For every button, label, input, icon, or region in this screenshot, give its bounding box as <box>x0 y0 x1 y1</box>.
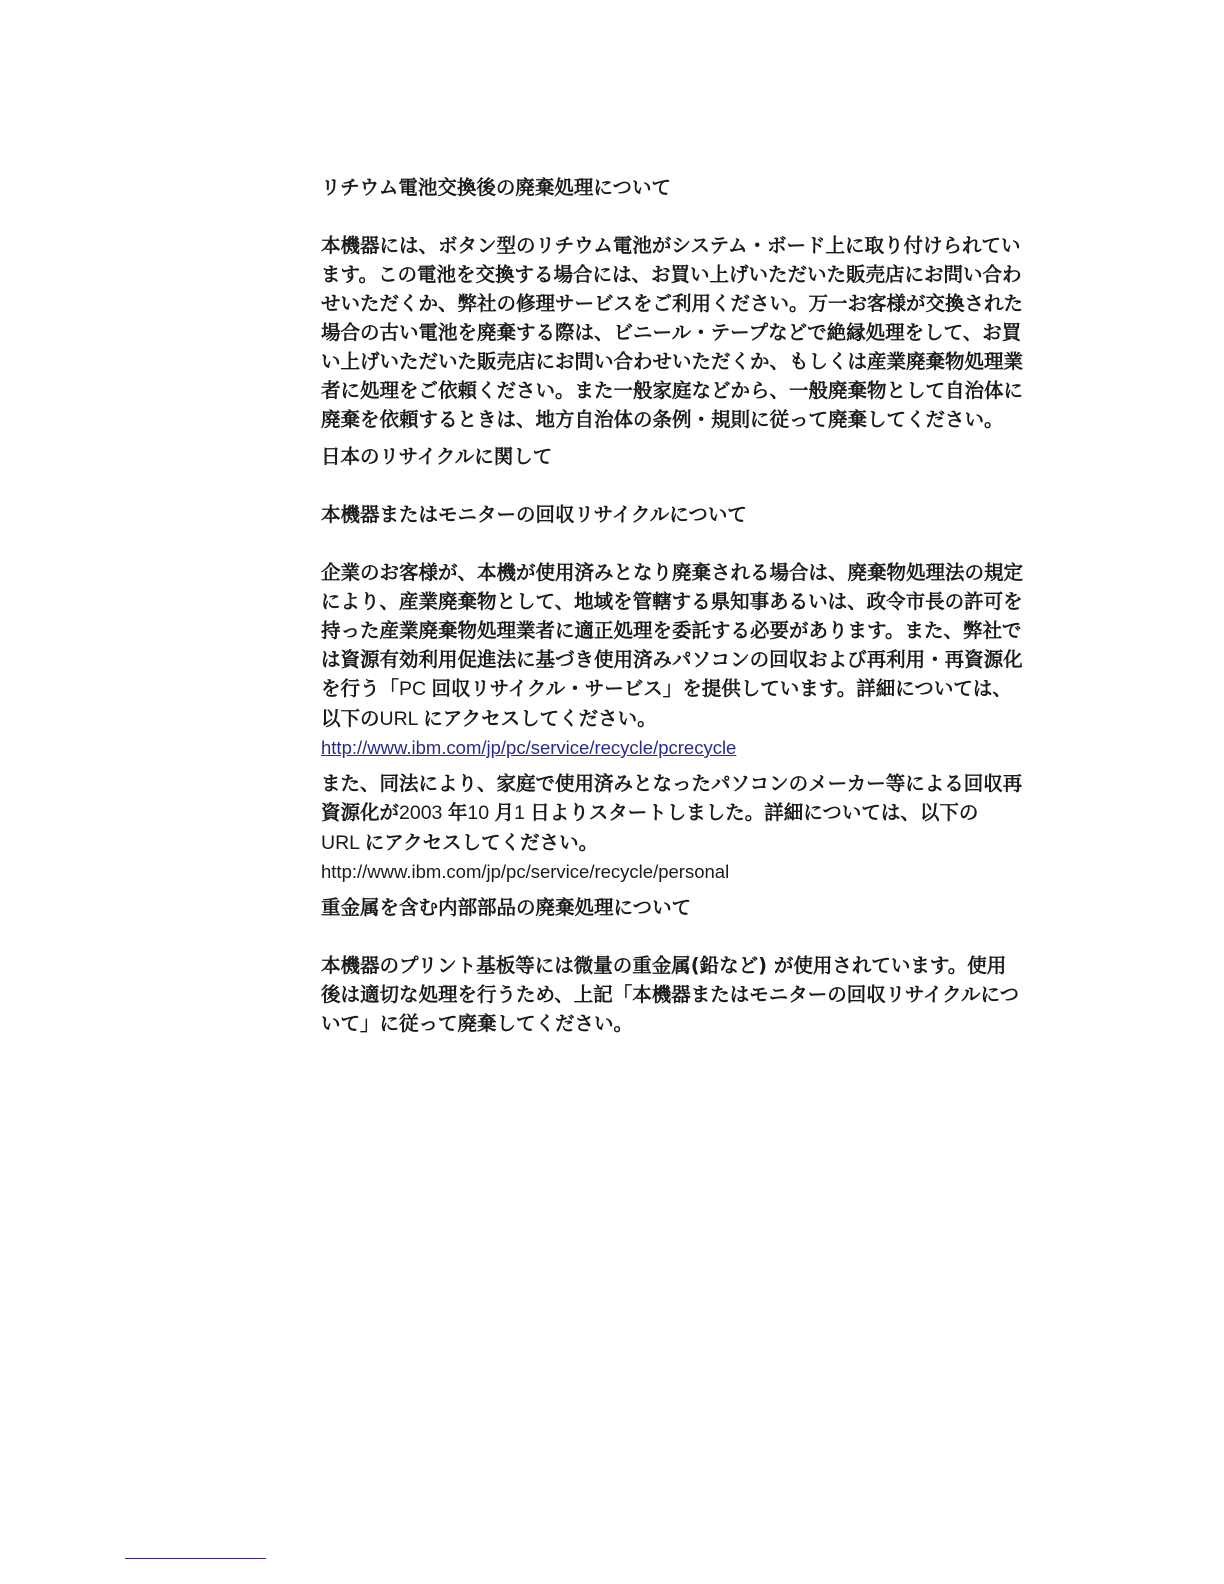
text-fragment: 10 <box>467 802 495 824</box>
text-line: せいただくか、弊社の修理サービスをご利用ください。万一お客様が交換された <box>321 292 1024 315</box>
text-fragment: 回収リサイクル・サービス」を提供しています。詳細については、 <box>431 677 1012 700</box>
text-line: 後は適切な処理を行うため、上記「本機器またはモニターの回収リサイクルにつ <box>321 983 1020 1006</box>
text-fragment: 月 <box>494 801 514 824</box>
text-fragment: 資源化が <box>321 801 400 824</box>
text-fragment: にアクセスしてください。 <box>423 707 657 730</box>
text-line: 持った産業廃棄物処理業者に適正処理を委託する必要があります。また、弊社で <box>321 619 1022 642</box>
text-line: は資源有効利用促進法に基づき使用済みパソコンの回収および再利用・再資源化 <box>321 648 1023 671</box>
paragraph-monitor-recycle <box>321 558 1071 734</box>
text-fragment: にアクセスしてください。 <box>364 831 599 854</box>
text-line: ます。この電池を交換する場合には、お買い上げいただいた販売店にお問い合わ <box>321 263 1022 286</box>
heading-lithium-battery: リチウム電池交換後の廃棄処理について <box>321 176 672 199</box>
heading-recycle-japan: 日本のリサイクルに関して <box>321 445 553 468</box>
text-fragment: を行う「 <box>321 677 400 700</box>
footer-rule <box>125 1558 266 1559</box>
text-fragment: 年 <box>447 801 468 824</box>
text-line: により、産業廃棄物として、地域を管轄する県知事あるいは、政令市長の許可を <box>321 590 1023 613</box>
paragraph-lithium-battery <box>321 231 1071 434</box>
pcrecycle-link[interactable]: http://www.ibm.com/jp/pc/service/recycle/pcrecycle <box>321 737 737 758</box>
text-line: い上げいただいた販売店にお問い合わせいただくか、もしくは産業廃棄物処理業 <box>321 350 1024 373</box>
heading-monitor-recycle: 本機器またはモニターの回収リサイクルについて <box>321 503 747 526</box>
text-fragment: URL <box>321 832 365 854</box>
text-fragment: 日よりスタートしました。詳細については、以下の <box>530 801 979 824</box>
text-fragment: 以下の <box>321 707 380 730</box>
text-line: 本機器のプリント基板等には微量の重金属(鉛など) が使用されています。使用 <box>321 954 1007 977</box>
paragraph-home-recycle <box>321 769 1071 858</box>
text-line: 企業のお客様が、本機が使用済みとなり廃棄される場合は、廃棄物処理法の規定 <box>321 561 1024 584</box>
text-line: いて」に従って廃棄してください。 <box>321 1012 634 1035</box>
text-line: 者に処理をご依頼ください。また一般家庭などから、一般廃棄物として自治体に <box>321 379 1024 402</box>
text-line: また、同法により、家庭で使用済みとなったパソコンのメーカー等による回収再 <box>321 772 1023 795</box>
text-line: 場合の古い電池を廃棄する際は、ビニール・テープなどで絶縁処理をして、お買 <box>321 321 1022 344</box>
text-line: 本機器には、ボタン型のリチウム電池がシステム・ボード上に取り付けられてい <box>321 234 1021 257</box>
text-line <box>321 674 1071 704</box>
paragraph-heavy-metal <box>321 951 1071 1038</box>
text-fragment: URL <box>379 708 424 730</box>
personal-recycle-url: http://www.ibm.com/jp/pc/service/recycle/personal <box>321 861 730 882</box>
text-line <box>321 828 1071 858</box>
text-fragment: 2003 <box>399 802 448 824</box>
text-line: 廃棄を依頼するときは、地方自治体の条例・規則に従って廃棄してください。 <box>321 408 1004 431</box>
text-line <box>321 798 1071 828</box>
text-fragment: 1 <box>513 802 531 824</box>
text-fragment: PC <box>399 678 432 700</box>
heading-heavy-metal: 重金属を含む内部部品の廃棄処理について <box>321 896 692 919</box>
document-body <box>321 173 1071 1038</box>
text-line <box>321 704 1071 734</box>
